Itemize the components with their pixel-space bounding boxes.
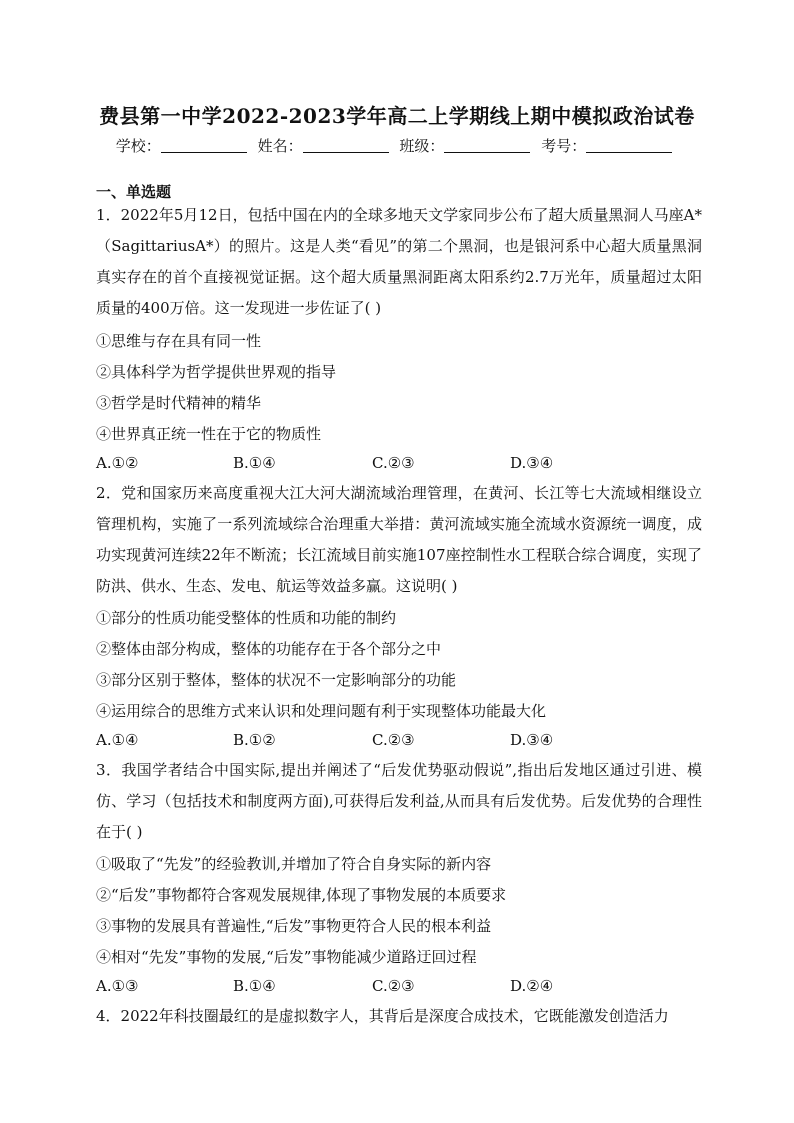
question-1-option-4: ④世界真正统一性在于它的物质性 — [96, 425, 322, 443]
question-1-choice-c[interactable]: C.②③ — [372, 454, 415, 472]
question-2-stem: 2．党和国家历来高度重视大江大河大湖流域治理管理，在黄河、长江等七大流域相继设立管理机构，实施了一系列流域综合治理重大举措：黄河流域实施全流域水资源统一调度，成功实现黄河连续22年不断流；长江流域目前实施107座控制性水工程联合综合调度，实现了防洪、供水、生态、发电、航运等效益多赢。这说明( ) — [96, 484, 702, 595]
school-label: 学校： — [115, 137, 161, 155]
question-3-option-1: ①吸取了“先发”的经验教训,并增加了符合自身实际的新内容 — [96, 855, 492, 873]
question-2-choice-b[interactable]: B.①② — [233, 731, 276, 749]
question-3-option-2: ②“后发”事物都符合客观发展规律,体现了事物发展的本质要求 — [96, 886, 507, 904]
question-3-choice-b[interactable]: B.①④ — [233, 977, 276, 995]
section-heading: 一、单选题 — [96, 183, 172, 201]
question-2-option-3: ③部分区别于整体，整体的状况不一定影响部分的功能 — [96, 671, 457, 689]
name-blank[interactable] — [303, 140, 389, 153]
question-2-option-2: ②整体由部分构成，整体的功能存在于各个部分之中 — [96, 640, 442, 658]
question-1-choice-a[interactable]: A.①② — [96, 454, 139, 472]
name-label: 姓名： — [257, 137, 303, 155]
question-2-option-4: ④运用综合的思维方式来认识和处理问题有利于实现整体功能最大化 — [96, 702, 547, 720]
exam-number-blank[interactable] — [586, 140, 672, 153]
class-label: 班级： — [399, 137, 445, 155]
question-1-option-1: ①思维与存在具有同一性 — [96, 332, 262, 350]
question-1-stem: 1．2022年5月12日，包括中国在内的全球多地天文学家同步公布了超大质量黑洞人马座A*（SagittariusA*）的照片。这是人类“看见”的第二个黑洞，也是银河系中心超大质量黑洞真实存在的首个直接视觉证据。这个超大质量黑洞距离太阳系约2.7万光年，质量超过太阳质量的400万倍。这一发现进一步佐证了( ) — [96, 206, 702, 317]
question-3-choice-c[interactable]: C.②③ — [372, 977, 415, 995]
question-4-stem: 4．2022年科技圈最红的是虚拟数字人，其背后是深度合成技术，它既能激发创造活力 — [96, 1007, 669, 1025]
question-2-choice-a[interactable]: A.①④ — [96, 731, 139, 749]
question-2-choice-c[interactable]: C.②③ — [372, 731, 415, 749]
student-info-line — [0, 135, 794, 156]
question-1-option-3: ③哲学是时代精神的精华 — [96, 394, 262, 412]
class-blank[interactable] — [444, 140, 530, 153]
question-3-option-4: ④相对“先发”事物的发展,“后发”事物能减少道路迂回过程 — [96, 948, 477, 966]
question-1-choice-d[interactable]: D.③④ — [510, 454, 554, 472]
question-3-stem: 3．我国学者结合中国实际,提出并阐述了“后发优势驱动假说”,指出后发地区通过引进、模仿、学习（包括技术和制度两方面),可获得后发利益,从而具有后发优势。后发优势的合理性在于( ) — [96, 761, 702, 841]
school-blank[interactable] — [161, 140, 247, 153]
question-2-option-1: ①部分的性质功能受整体的性质和功能的制约 — [96, 609, 397, 627]
exam-number-label: 考号： — [541, 137, 587, 155]
question-3-choice-d[interactable]: D.②④ — [510, 977, 554, 995]
page-title: 费县第一中学2022-2023学年高二上学期线上期中模拟政治试卷 — [99, 104, 695, 128]
question-3-option-3: ③事物的发展具有普遍性,“后发”事物更符合人民的根本利益 — [96, 917, 492, 935]
question-1-option-2: ②具体科学为哲学提供世界观的指导 — [96, 363, 337, 381]
question-1-choice-b[interactable]: B.①④ — [233, 454, 276, 472]
question-2-choice-d[interactable]: D.③④ — [510, 731, 554, 749]
question-3-choice-a[interactable]: A.①③ — [96, 977, 139, 995]
